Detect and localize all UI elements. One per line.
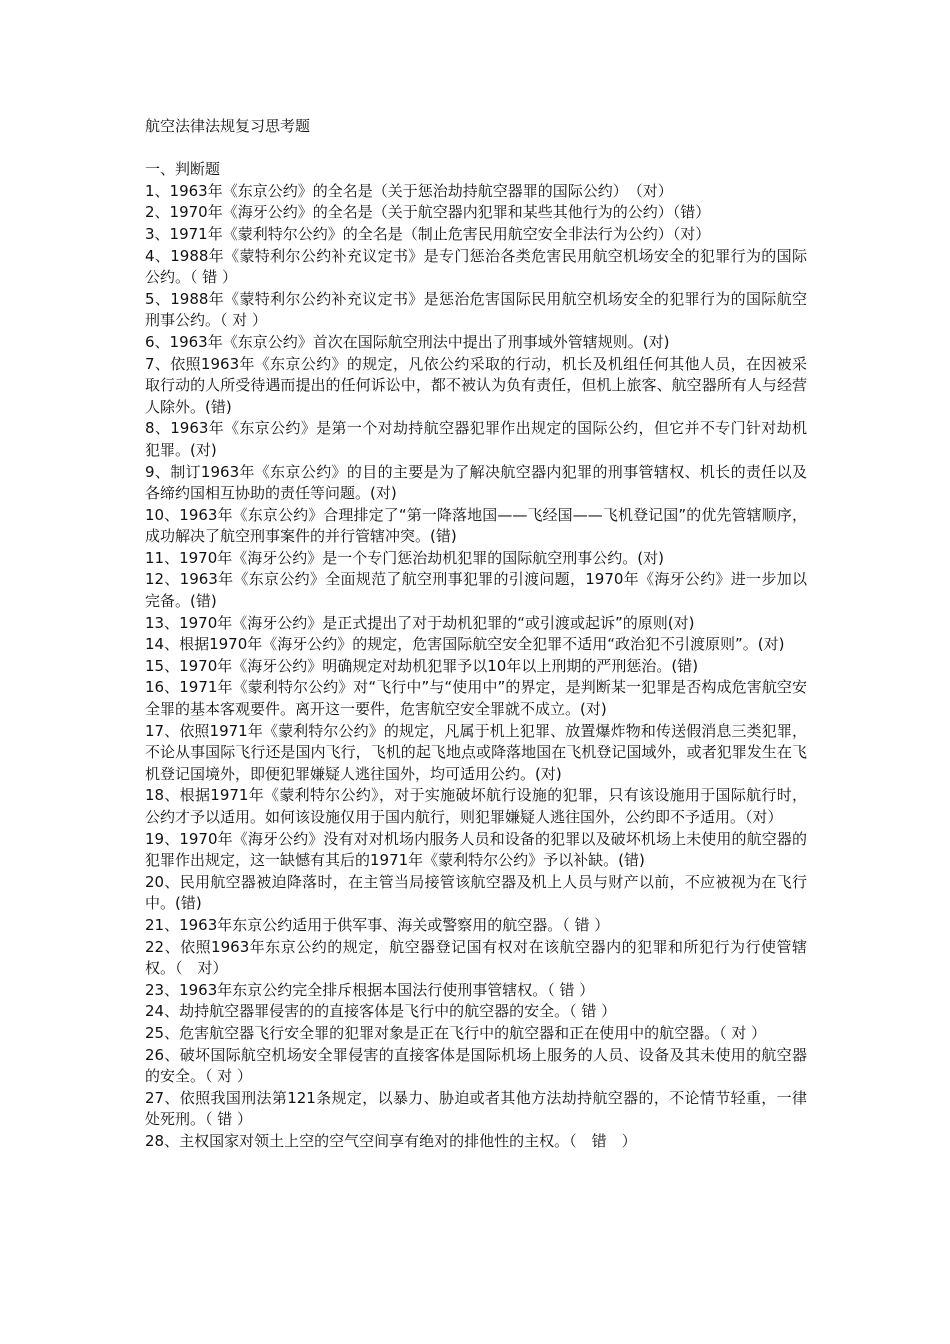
question-17: 17、依照1971年《蒙利特尔公约》的规定，凡属于机上犯罪、放置爆炸物和传送假消息三类犯罪，不论从事国际飞行还是国内飞行，飞机的起飞地点或降落地国在飞机登记国域外，或者犯罪发生在飞机登记国境外，即便犯罪嫌疑人逃往国外，均可适用公约。(对)	[145, 721, 807, 783]
question-21: 21、1963年东京公约适用于供军事、海关或警察用的航空器。（ 错 ）	[145, 915, 610, 934]
question-12: 12、1963年《东京公约》全面规范了航空刑事犯罪的引渡问题，1970年《海牙公约》进一步加以完备。(错)	[145, 570, 807, 611]
question-22: 22、依照1963年东京公约的规定，航空器登记国有权对在该航空器内的犯罪和所犯行为行使管辖权。（ 对）	[145, 937, 807, 978]
document-title: 航空法律法规复习思考题	[145, 117, 311, 135]
question-24: 24、劫持航空器罪侵害的的直接客体是飞行中的航空器的安全。（ 错 ）	[145, 1002, 617, 1021]
question-9: 9、制订1963年《东京公约》的目的主要是为了解决航空器内犯罪的刑事管辖权、机长的责任以及各缔约国相互协助的责任等问题。(对)	[145, 462, 807, 503]
question-7: 7、依照1963年《东京公约》的规定，凡依公约采取的行动，机长及机组任何其他人员，在因被采取行动的人所受待遇而提出的任何诉讼中，都不被认为负有责任，但机上旅客、航空器所有人与经营人除外。(错)	[145, 354, 807, 416]
question-18: 18、根据1971年《蒙利特尔公约》，对于实施破坏航行设施的犯罪，只有该设施用于国际航行时，公约才予以适用。如何该设施仅用于国内航行，则犯罪嫌疑人逃往国外，公约即不予适用。（对）	[145, 786, 807, 826]
question-1: 1、1963年《东京公约》的全名是（关于惩治劫持航空器罪的国际公约） （对）	[145, 181, 673, 200]
question-5: 5、1988年《蒙特利尔公约补充议定书》是惩治危害国际民用航空机场安全的犯罪行为的国际航空刑事公约。（ 对 ）	[145, 289, 807, 330]
question-26: 26、破坏国际航空机场安全罪侵害的直接客体是国际机场上服务的人员、设备及其未使用的航空器的安全。（ 对 ）	[145, 1045, 807, 1086]
question-23: 23、1963年东京公约完全排斥根据本国法行使刑事管辖权。（ 错 ）	[145, 980, 595, 999]
question-list	[145, 181, 807, 1153]
blank-line	[145, 138, 807, 160]
question-28: 28、主权国家对领土上空的空气空间享有绝对的排他性的主权。（ 错 ）	[145, 1131, 637, 1150]
question-3: 3、1971年《蒙利特尔公约》的全名是（制止危害民用航空安全非法行为公约）（对）	[145, 224, 711, 243]
question-13: 13、1970年《海牙公约》是正式提出了对于劫机犯罪的“或引渡或起诉”的原则(对)	[145, 613, 695, 632]
question-25: 25、危害航空器飞行安全罪的犯罪对象是正在飞行中的航空器和正在使用中的航空器。（ 对 ）	[145, 1023, 767, 1042]
question-11: 11、1970年《海牙公约》是一个专门惩治劫机犯罪的国际航空刑事公约。(对)	[145, 548, 664, 567]
question-15: 15、1970年《海牙公约》明确规定对劫机犯罪予以10年以上刑期的严刑惩治。(错)	[145, 656, 699, 675]
question-16: 16、1971年《蒙利特尔公约》对“飞行中”与“使用中”的界定，是判断某一犯罪是否构成危害航空安全罪的基本客观要件。离开这一要件，危害航空安全罪就不成立。(对)	[145, 678, 807, 719]
question-6: 6、1963年《东京公约》首次在国际航空刑法中提出了刑事域外管辖规则。(对)	[145, 332, 670, 351]
question-8: 8、1963年《东京公约》是第一个对劫持航空器犯罪作出规定的国际公约，但它并不专门针对劫机犯罪。(对)	[145, 419, 807, 459]
question-2: 2、1970年《海牙公约》的全名是（关于航空器内犯罪和某些其他行为的公约）（错）	[145, 203, 711, 222]
question-14: 14、根据1970年《海牙公约》的规定，危害国际航空安全犯罪不适用“政治犯不引渡原则”。(对)	[145, 635, 785, 654]
question-10: 10、1963年《东京公约》合理排定了“第一降落地国——飞经国——飞机登记国”的优先管辖顺序，成功解决了航空刑事案件的并行管辖冲突。(错)	[145, 505, 807, 546]
document-body	[145, 116, 807, 1153]
question-4: 4、1988年《蒙特利尔公约补充议定书》是专门惩治各类危害民用航空机场安全的犯罪行为的国际公约。（ 错 ）	[145, 246, 807, 287]
question-19: 19、1970年《海牙公约》没有对对机场内服务人员和设备的犯罪以及破坏机场上未使用的航空器的犯罪作出规定，这一缺憾有其后的1971年《蒙利特尔公约》予以补缺。(错)	[145, 829, 807, 870]
question-20: 20、民用航空器被迫降落时，在主管当局接管该航空器及机上人员与财产以前，不应被视为在飞行中。(错)	[145, 872, 807, 913]
question-27: 27、依照我国刑法第121条规定，以暴力、胁迫或者其他方法劫持航空器的，不论情节轻重，一律处死刑。（ 错 ）	[145, 1088, 807, 1129]
section-heading: 一、判断题	[145, 160, 221, 179]
